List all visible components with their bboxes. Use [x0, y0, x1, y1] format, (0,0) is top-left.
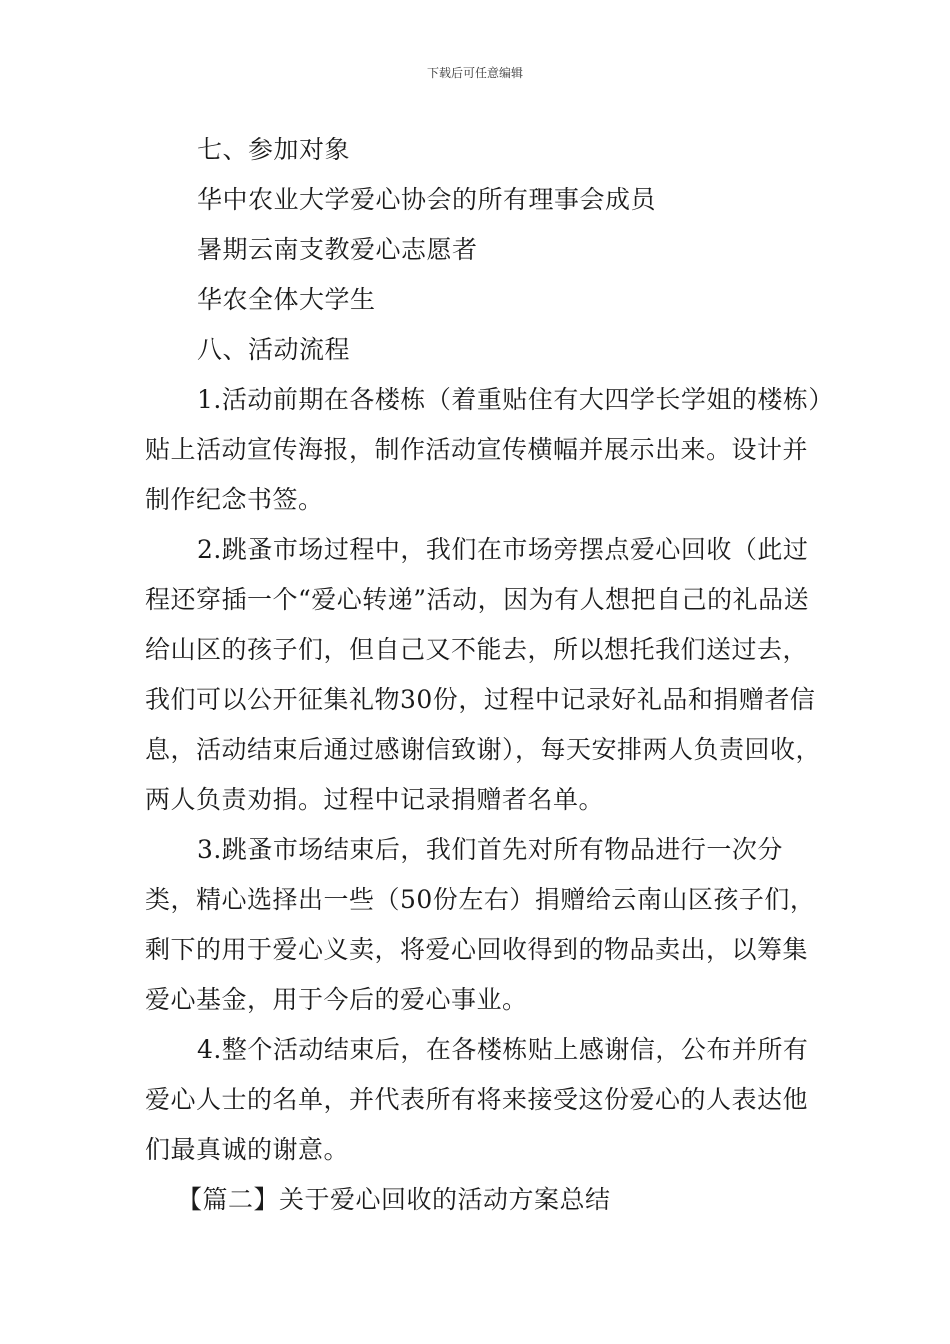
participant-item: 暑期云南支教爱心志愿者 — [197, 235, 478, 264]
participant-item: 华农全体大学生 — [197, 285, 376, 314]
process-step: 3.跳蚤市场结束后，我们首先对所有物品进行一次分类，精心选择出一些（50份左右）捐赠给云南山区孩子们，剩下的用于爱心义卖，将爱心回收得到的物品卖出，以筹集爱心基金，用于今后的爱心事业。 — [145, 835, 816, 1014]
section-heading-participants: 七、参加对象 — [197, 135, 351, 164]
process-step: 2.跳蚤市场过程中，我们在市场旁摆点爱心回收（此过程还穿插一个“爱心转递”活动，因为有人想把自己的礼品送给山区的孩子们，但自己又不能去，所以想托我们送过去，我们可以公开征集礼物30份，过程中记录好礼品和捐赠者信息，活动结束后通过感谢信致谢），每天安排两人负责回收，两人负责劝捐。过程中记录捐赠者名单。 — [145, 535, 822, 814]
document-body — [145, 125, 825, 1225]
section-heading-process: 八、活动流程 — [197, 335, 351, 364]
chapter-title: 【篇二】关于爱心回收的活动方案总结 — [177, 1185, 611, 1214]
page-header: 下载后可任意编辑 — [426, 66, 523, 80]
process-step: 4.整个活动结束后，在各楼栋贴上感谢信，公布并所有爱心人士的名单，并代表所有将来接受这份爱心的人表达他们最真诚的谢意。 — [145, 1035, 809, 1164]
process-step: 1.活动前期在各楼栋（着重贴住有大四学长学姐的楼栋）贴上活动宣传海报，制作活动宣传横幅并展示出来。设计并制作纪念书签。 — [145, 385, 822, 514]
participant-item: 华中农业大学爱心协会的所有理事会成员 — [197, 185, 657, 214]
